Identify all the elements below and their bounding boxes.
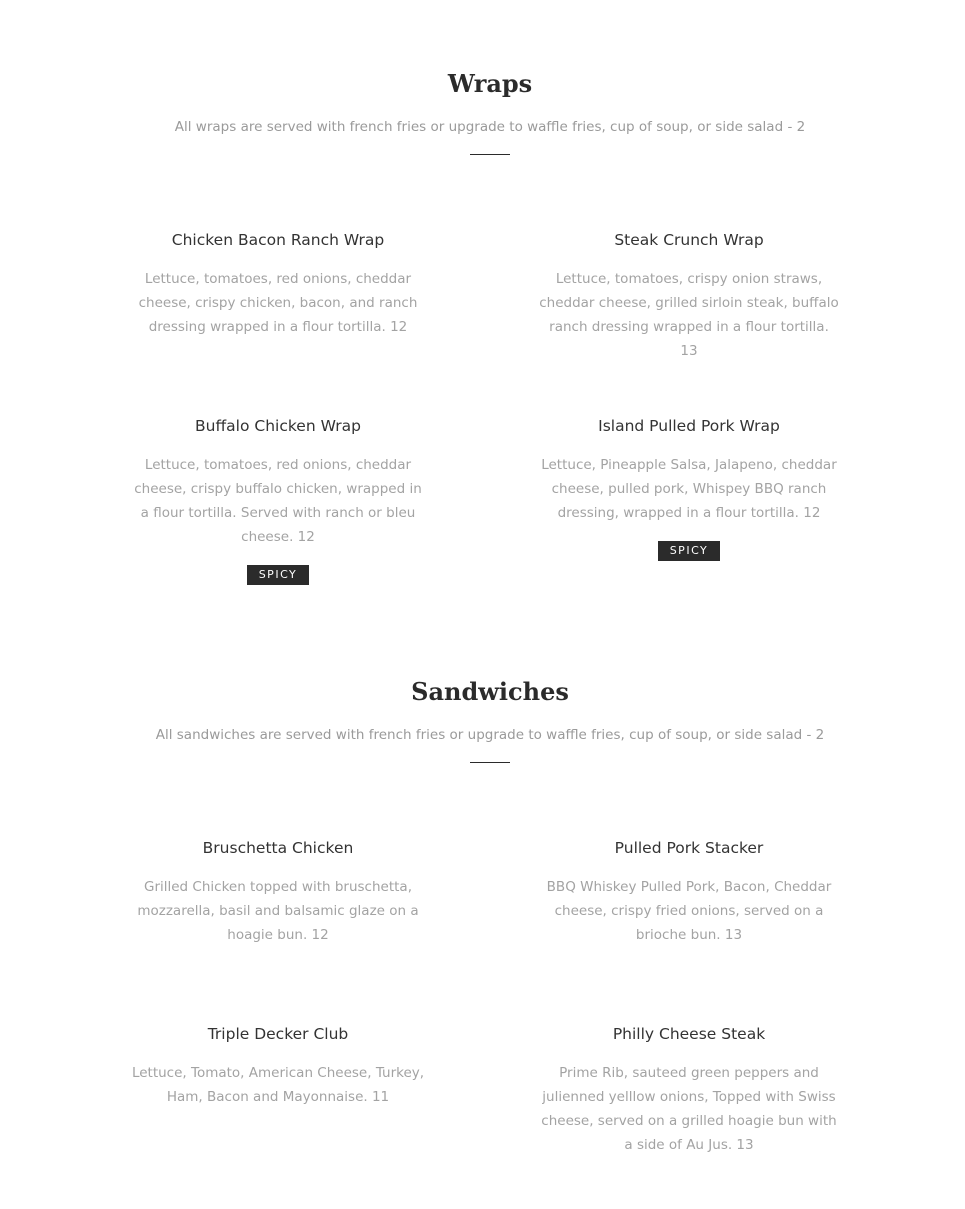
menu-item-description: Lettuce, tomatoes, red onions, cheddar cheese, crispy chicken, bacon, and ranch dressing wrapped in a flour tortilla. 12 <box>138 271 418 335</box>
menu-item-description: BBQ Whiskey Pulled Pork, Bacon, Cheddar cheese, crispy fried onions, served on a brioche bun. 13 <box>546 879 832 943</box>
section-title: Wraps <box>447 69 533 98</box>
section-divider <box>470 154 510 155</box>
menu-item-name: Triple Decker Club <box>207 1025 349 1043</box>
menu-item-description: Grilled Chicken topped with bruschetta, mozzarella, basil and balsamic glaze on a hoagie bun. 12 <box>137 879 419 943</box>
menu-item-description: Lettuce, Tomato, American Cheese, Turkey, Ham, Bacon and Mayonnaise. 11 <box>131 1065 425 1105</box>
menu-item <box>128 838 428 947</box>
menu-item-name: Bruschetta Chicken <box>202 839 354 857</box>
spicy-badge: SPICY <box>658 541 721 561</box>
section-title: Sandwiches <box>411 677 569 706</box>
menu-item-name: Philly Cheese Steak <box>612 1025 766 1043</box>
menu-item-name: Island Pulled Pork Wrap <box>598 417 780 435</box>
menu-item <box>128 416 428 585</box>
spicy-badge: SPICY <box>247 565 310 585</box>
menu-item <box>539 230 839 363</box>
menu-item-name: Pulled Pork Stacker <box>614 839 764 857</box>
menu-item <box>539 838 839 947</box>
menu-item-description: Lettuce, tomatoes, red onions, cheddar cheese, crispy buffalo chicken, wrapped in a flour tortilla. Served with ranch or bleu cheese. 12 <box>134 457 422 545</box>
menu-item <box>539 1024 839 1157</box>
menu-item <box>128 1024 428 1109</box>
menu-item-name: Buffalo Chicken Wrap <box>195 417 361 435</box>
section-divider <box>470 762 510 763</box>
menu-item-name: Steak Crunch Wrap <box>614 231 764 249</box>
menu-item <box>539 416 839 561</box>
menu-item-description: Lettuce, tomatoes, crispy onion straws, cheddar cheese, grilled sirloin steak, buffalo ranch dressing wrapped in a flour tortilla. 13 <box>539 271 839 359</box>
menu-item-name: Chicken Bacon Ranch Wrap <box>171 231 385 249</box>
menu-item <box>128 230 428 339</box>
menu-item-description: Prime Rib, sauteed green peppers and julienned yelllow onions, Topped with Swiss cheese, served on a grilled hoagie bun with a side of Au Jus. 13 <box>541 1065 837 1153</box>
section-subtitle: All sandwiches are served with french fries or upgrade to waffle fries, cup of soup, or side salad - 2 <box>155 727 825 743</box>
menu-item-description: Lettuce, Pineapple Salsa, Jalapeno, cheddar cheese, pulled pork, Whispey BBQ ranch dressing, wrapped in a flour tortilla. 12 <box>541 457 837 521</box>
section-subtitle: All wraps are served with french fries or upgrade to waffle fries, cup of soup, or side salad - 2 <box>174 119 806 135</box>
